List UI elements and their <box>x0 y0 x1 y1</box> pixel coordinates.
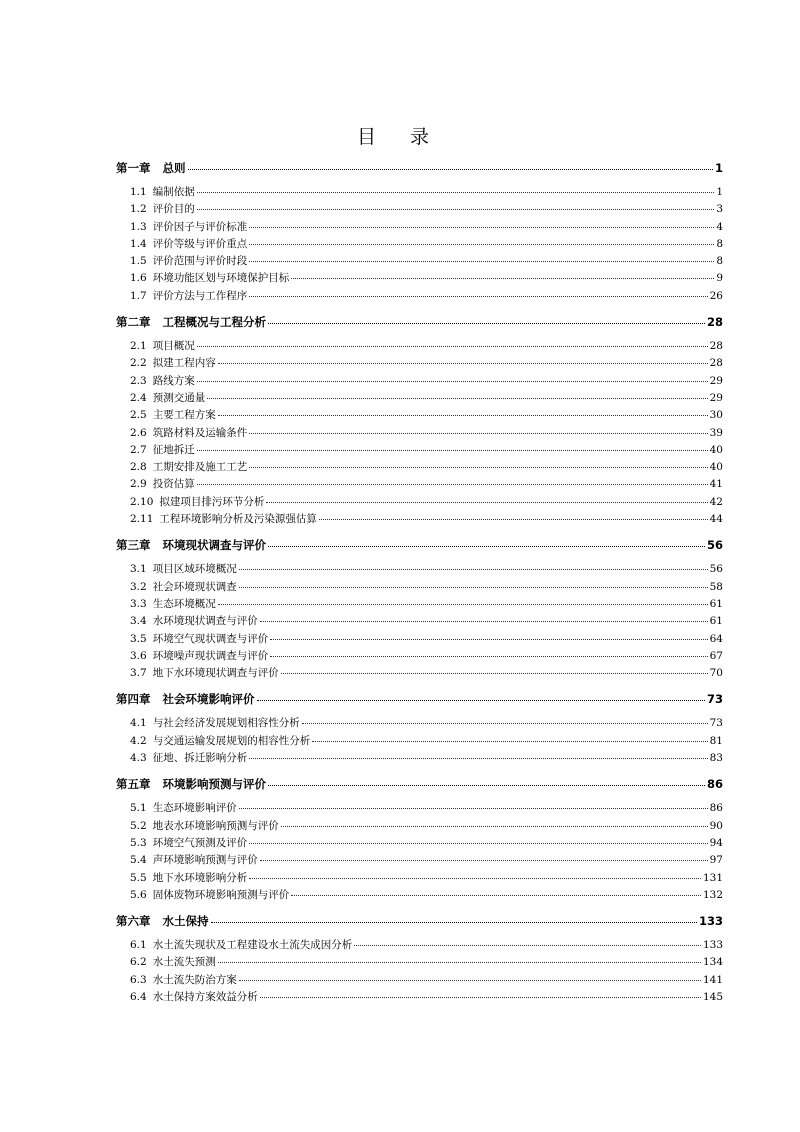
toc-section-entry[interactable] <box>116 561 723 578</box>
section-page-number: 73 <box>709 717 723 730</box>
toc-chapter-entry[interactable] <box>116 160 723 178</box>
section-page-number: 133 <box>702 939 723 952</box>
section-page-number: 8 <box>716 237 723 250</box>
section-title: 环境功能区划与环境保护目标 <box>152 272 290 285</box>
dot-leader <box>249 295 707 297</box>
toc-chapter-entry[interactable] <box>116 776 723 794</box>
section-title: 评价目的 <box>152 203 195 216</box>
toc-section-entry[interactable] <box>116 989 723 1006</box>
dot-leader <box>260 996 701 998</box>
section-title: 地下水环境现状调查与评价 <box>152 667 279 680</box>
chapter-title: 环境影响预测与评价 <box>162 777 266 792</box>
section-number: 3.4 <box>130 615 147 628</box>
toc-section-entry[interactable] <box>116 184 723 201</box>
chapter-page-number: 28 <box>706 315 723 330</box>
section-number: 2.10 <box>130 495 154 508</box>
section-title: 水土流失预测 <box>152 956 216 969</box>
section-page-number: 132 <box>702 888 723 901</box>
section-page-number: 64 <box>709 632 723 645</box>
section-page-number: 86 <box>709 802 723 815</box>
section-page-number: 1 <box>716 186 723 198</box>
section-title: 与社会经济发展规划相容性分析 <box>152 717 300 730</box>
section-title: 路线方案 <box>152 374 195 387</box>
section-page-number: 145 <box>702 990 723 1003</box>
dot-leader <box>188 168 713 170</box>
section-title: 水土流失现状及工程建设水土流失成因分析 <box>152 939 353 952</box>
dot-leader <box>249 757 707 759</box>
toc-chapter <box>116 160 723 305</box>
dot-leader <box>312 740 707 742</box>
section-title: 项目概况 <box>152 340 195 353</box>
section-page-number: 8 <box>716 255 723 268</box>
chapter-title: 工程概况与工程分析 <box>162 315 266 330</box>
section-number: 3.2 <box>130 580 147 593</box>
section-title: 主要工程方案 <box>152 409 216 422</box>
section-number: 3.6 <box>130 649 147 662</box>
dot-leader <box>197 380 708 382</box>
section-number: 1.3 <box>130 220 147 233</box>
dot-leader <box>239 979 701 981</box>
dot-leader <box>268 545 705 547</box>
section-page-number: 131 <box>702 871 723 884</box>
section-title: 固体废物环境影响预测与评价 <box>152 888 290 901</box>
toc-section-entry[interactable] <box>116 665 723 682</box>
toc-section-entry[interactable] <box>116 355 723 372</box>
toc-section-entry[interactable] <box>116 476 723 493</box>
dot-leader <box>218 362 708 364</box>
dot-leader <box>218 961 701 963</box>
toc-section-entry[interactable] <box>116 201 723 218</box>
section-number: 2.9 <box>130 478 147 491</box>
section-page-number: 30 <box>709 409 723 422</box>
section-number: 5.6 <box>130 888 147 901</box>
section-number: 2.4 <box>130 391 147 404</box>
section-title: 与交通运输发展规划的相容性分析 <box>152 734 311 747</box>
dot-leader <box>302 722 708 724</box>
toc-section-entry[interactable] <box>116 648 723 665</box>
dot-leader <box>197 483 708 485</box>
section-page-number: 61 <box>709 615 723 628</box>
section-page-number: 26 <box>709 289 723 302</box>
section-title: 环境噪声现状调查与评价 <box>152 649 269 662</box>
chapter-number: 第四章 <box>116 692 151 707</box>
dot-leader <box>249 842 707 844</box>
table-of-contents <box>116 160 723 1006</box>
section-number: 1.5 <box>130 255 147 268</box>
section-number: 1.2 <box>130 203 147 216</box>
section-page-number: 40 <box>709 461 723 474</box>
dot-leader <box>239 586 708 588</box>
section-number: 2.11 <box>130 513 154 526</box>
toc-section-entry[interactable] <box>116 253 723 270</box>
section-number: 1.4 <box>130 237 147 250</box>
section-title: 水土保持方案效益分析 <box>152 990 258 1003</box>
toc-section-entry[interactable] <box>116 937 723 954</box>
section-title: 地表水环境影响预测与评价 <box>152 819 279 832</box>
toc-section-entry[interactable] <box>116 270 723 287</box>
toc-chapter <box>116 314 723 528</box>
toc-section-entry[interactable] <box>116 459 723 476</box>
section-page-number: 29 <box>709 374 723 387</box>
toc-section-entry[interactable] <box>116 852 723 869</box>
toc-section-entry[interactable] <box>116 511 723 528</box>
dot-leader <box>270 638 707 640</box>
dot-leader <box>207 397 707 399</box>
section-title: 评价因子与评价标准 <box>152 220 248 233</box>
toc-section-entry[interactable] <box>116 390 723 407</box>
section-title: 环境空气预测及评价 <box>152 836 248 849</box>
section-number: 2.7 <box>130 443 147 456</box>
dot-leader <box>197 208 715 210</box>
section-page-number: 141 <box>702 973 723 986</box>
toc-section-entry[interactable] <box>116 579 723 596</box>
section-number: 4.1 <box>130 717 147 730</box>
toc-section-entry[interactable] <box>116 715 723 732</box>
toc-chapter-entry[interactable] <box>116 691 723 709</box>
toc-section-entry[interactable] <box>116 887 723 904</box>
chapter-title: 环境现状调查与评价 <box>162 538 266 553</box>
section-number: 3.7 <box>130 667 147 680</box>
toc-section-entry[interactable] <box>116 818 723 835</box>
chapter-number: 第六章 <box>116 914 151 929</box>
dot-leader <box>260 859 708 861</box>
dot-leader <box>249 260 714 262</box>
section-title: 评价范围与评价时段 <box>152 255 248 268</box>
section-number: 6.1 <box>130 939 147 952</box>
section-title: 征地、拆迁影响分析 <box>152 752 248 765</box>
section-number: 2.3 <box>130 374 147 387</box>
section-page-number: 134 <box>702 956 723 969</box>
chapter-page-number: 56 <box>706 538 723 553</box>
section-number: 2.6 <box>130 426 147 439</box>
toc-section-entry[interactable] <box>116 373 723 390</box>
section-page-number: 4 <box>716 220 723 233</box>
toc-chapter-entry[interactable] <box>116 913 723 931</box>
section-title: 预测交通量 <box>152 391 206 404</box>
section-number: 5.4 <box>130 854 147 867</box>
section-page-number: 97 <box>709 854 723 867</box>
dot-leader <box>291 894 701 896</box>
dot-leader <box>249 226 714 228</box>
section-number: 3.3 <box>130 597 147 610</box>
section-page-number: 61 <box>709 597 723 610</box>
section-number: 1.1 <box>130 186 147 198</box>
chapter-number: 第三章 <box>116 538 151 553</box>
section-title: 生态环境概况 <box>152 597 216 610</box>
section-page-number: 58 <box>709 580 723 593</box>
dot-leader <box>268 784 705 786</box>
section-number: 5.3 <box>130 836 147 849</box>
dot-leader <box>319 518 708 520</box>
dot-leader <box>281 672 708 674</box>
chapter-title: 社会环境影响评价 <box>162 692 255 707</box>
dot-leader <box>218 603 708 605</box>
dot-leader <box>266 501 707 503</box>
section-number: 1.6 <box>130 272 147 285</box>
section-page-number: 39 <box>709 426 723 439</box>
section-number: 6.3 <box>130 973 147 986</box>
section-page-number: 41 <box>709 478 723 491</box>
dot-leader <box>218 414 708 416</box>
toc-section-entry[interactable] <box>116 219 723 236</box>
section-title: 生态环境影响评价 <box>152 802 237 815</box>
section-title: 声环境影响预测与评价 <box>152 854 258 867</box>
section-page-number: 28 <box>709 340 723 353</box>
toc-section-entry[interactable] <box>116 442 723 459</box>
section-number: 5.1 <box>130 802 147 815</box>
toc-section-entry[interactable] <box>116 288 723 305</box>
section-page-number: 40 <box>709 443 723 456</box>
chapter-title: 水土保持 <box>162 914 209 929</box>
section-number: 3.5 <box>130 632 147 645</box>
section-title: 水土流失防治方案 <box>152 973 237 986</box>
section-title: 项目区域环境概况 <box>152 563 237 576</box>
section-number: 2.1 <box>130 340 147 353</box>
chapter-page-number: 133 <box>698 914 723 929</box>
dot-leader <box>249 432 707 434</box>
toc-section-entry[interactable] <box>116 835 723 852</box>
section-number: 6.2 <box>130 956 147 969</box>
toc-chapter-entry[interactable] <box>116 314 723 332</box>
chapter-page-number: 1 <box>714 161 723 175</box>
section-page-number: 94 <box>709 836 723 849</box>
toc-section-entry[interactable] <box>116 972 723 989</box>
toc-section-entry[interactable] <box>116 733 723 750</box>
toc-section-entry[interactable] <box>116 236 723 253</box>
toc-section-entry[interactable] <box>116 870 723 887</box>
section-number: 5.5 <box>130 871 147 884</box>
section-page-number: 81 <box>709 734 723 747</box>
section-page-number: 44 <box>709 513 723 526</box>
section-number: 5.2 <box>130 819 147 832</box>
dot-leader <box>197 449 708 451</box>
section-number: 4.3 <box>130 752 147 765</box>
chapter-title: 总则 <box>162 161 186 175</box>
section-number: 2.2 <box>130 357 147 370</box>
section-title: 拟建项目排污环节分析 <box>159 495 265 508</box>
toc-chapter <box>116 913 723 1006</box>
dot-leader <box>260 620 708 622</box>
section-title: 投资估算 <box>152 478 195 491</box>
section-number: 6.4 <box>130 990 147 1003</box>
section-number: 1.7 <box>130 289 147 302</box>
dot-leader <box>354 944 701 946</box>
section-page-number: 9 <box>716 272 723 285</box>
section-title: 地下水环境影响分析 <box>152 871 248 884</box>
section-title: 社会环境现状调查 <box>152 580 237 593</box>
page-title: 目 录 <box>356 126 444 148</box>
dot-leader <box>249 877 701 879</box>
toc-section-entry[interactable] <box>116 338 723 355</box>
dot-leader <box>270 655 707 657</box>
dot-leader <box>249 243 714 245</box>
toc-section-entry[interactable] <box>116 613 723 630</box>
dot-leader <box>197 191 715 193</box>
dot-leader <box>249 466 707 468</box>
dot-leader <box>281 825 708 827</box>
chapter-page-number: 73 <box>706 692 723 707</box>
toc-section-entry[interactable] <box>116 954 723 971</box>
dot-leader <box>239 807 708 809</box>
section-page-number: 56 <box>709 563 723 576</box>
section-number: 4.2 <box>130 734 147 747</box>
section-title: 环境空气现状调查与评价 <box>152 632 269 645</box>
section-page-number: 90 <box>709 819 723 832</box>
chapter-number: 第一章 <box>116 161 151 175</box>
dot-leader <box>239 568 708 570</box>
dot-leader <box>291 277 714 279</box>
section-title: 征地拆迁 <box>152 443 195 456</box>
toc-section-entry[interactable] <box>116 407 723 424</box>
section-page-number: 29 <box>709 391 723 404</box>
dot-leader <box>268 322 705 324</box>
section-page-number: 67 <box>709 649 723 662</box>
section-number: 2.8 <box>130 461 147 474</box>
toc-section-entry[interactable] <box>116 800 723 817</box>
section-page-number: 83 <box>709 752 723 765</box>
chapter-page-number: 86 <box>706 777 723 792</box>
section-number: 2.5 <box>130 409 147 422</box>
section-page-number: 28 <box>709 357 723 370</box>
dot-leader <box>197 345 708 347</box>
toc-section-entry[interactable] <box>116 750 723 767</box>
toc-chapter-entry[interactable] <box>116 537 723 555</box>
section-title: 工期安排及施工工艺 <box>152 461 248 474</box>
section-number: 3.1 <box>130 563 147 576</box>
chapter-number: 第二章 <box>116 315 151 330</box>
toc-chapter <box>116 776 723 904</box>
toc-section-entry[interactable] <box>116 494 723 511</box>
toc-section-entry[interactable] <box>116 596 723 613</box>
chapter-number: 第五章 <box>116 777 151 792</box>
section-page-number: 70 <box>709 667 723 680</box>
dot-leader <box>211 921 697 923</box>
section-title: 拟建工程内容 <box>152 357 216 370</box>
toc-section-entry[interactable] <box>116 425 723 442</box>
section-page-number: 42 <box>709 495 723 508</box>
section-title: 编制依据 <box>152 186 195 198</box>
section-page-number: 3 <box>716 203 723 216</box>
section-title: 评价方法与工作程序 <box>152 289 248 302</box>
dot-leader <box>257 699 705 701</box>
section-title: 评价等级与评价重点 <box>152 237 248 250</box>
toc-section-entry[interactable] <box>116 631 723 648</box>
section-title: 水环境现状调查与评价 <box>152 615 258 628</box>
section-title: 筑路材料及运输条件 <box>152 426 248 439</box>
section-title: 工程环境影响分析及污染源强估算 <box>159 513 317 526</box>
toc-chapter <box>116 691 723 767</box>
toc-chapter <box>116 537 723 682</box>
